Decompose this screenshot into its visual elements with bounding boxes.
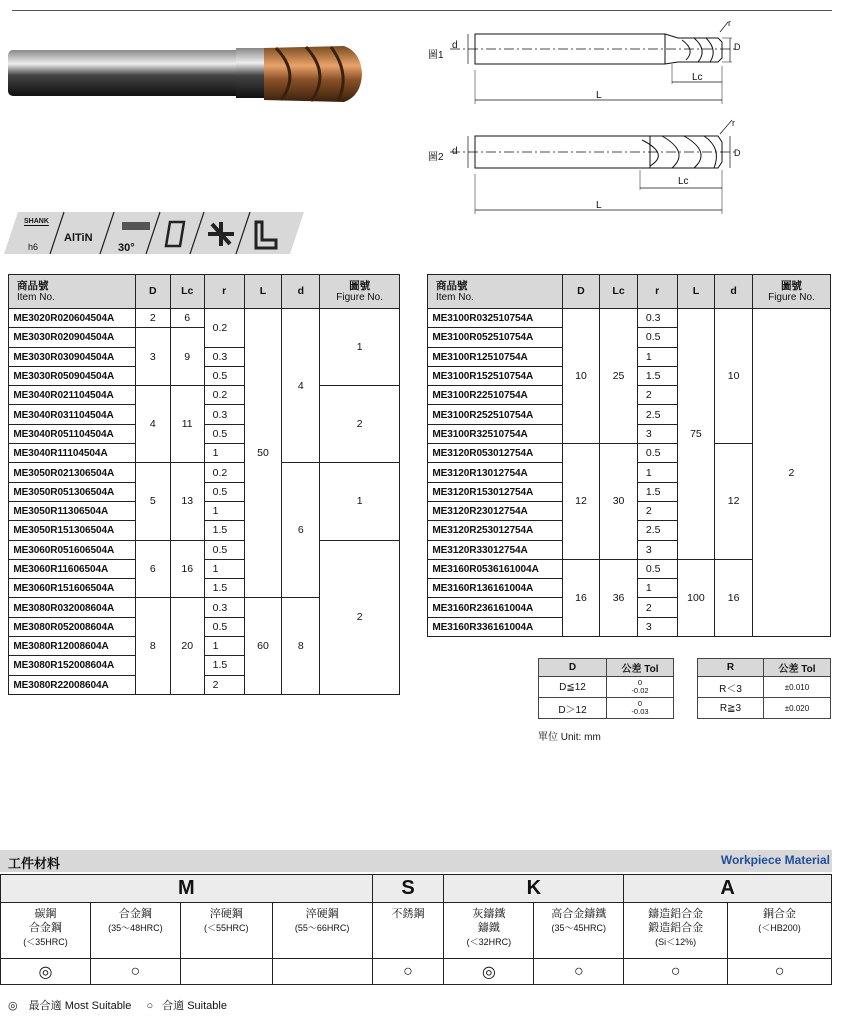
cell-d: 4 — [282, 309, 320, 463]
product-photo — [6, 34, 366, 114]
workpiece-title-zh: 工件材料 — [8, 856, 61, 871]
shank-label: SHANK — [24, 218, 49, 225]
header-d: d — [715, 275, 753, 309]
cell-r: 0.3 — [637, 309, 677, 328]
item-code: ME3100R052510754A — [428, 328, 557, 347]
header-item-no: 商品號 Item No. — [9, 275, 136, 309]
suitability-symbol: ○ — [90, 959, 180, 985]
cell-L: 75 — [677, 309, 715, 560]
item-code: ME3100R12510754A — [428, 347, 557, 366]
cell-r: 2.5 — [637, 405, 677, 424]
header-L: L — [244, 275, 282, 309]
suitability-symbol — [272, 959, 372, 985]
tol-r-value: ±0.020 — [764, 698, 831, 719]
tol-r-value: ±0.010 — [764, 677, 831, 698]
material-hardened-steel-66: 淬硬鋼 (55～66HRC) — [272, 903, 372, 959]
header-Lc: Lc — [170, 275, 204, 309]
figure-2-D-label: D — [734, 148, 741, 158]
cell-r: 1 — [204, 444, 244, 463]
group-S: S — [372, 875, 444, 903]
header-D: D — [135, 275, 170, 309]
item-code: ME3100R32510754A — [428, 424, 557, 443]
cell-D: 4 — [135, 386, 170, 463]
header-figure-no: 圖號 Figure No. — [752, 275, 830, 309]
cell-r: 2 — [204, 675, 244, 694]
cell-Lc: 30 — [600, 444, 638, 560]
item-code: ME3100R252510754A — [428, 405, 557, 424]
tol-d-tol-header: 公差 Tol — [607, 659, 674, 677]
helix-icon — [122, 222, 150, 230]
cell-D: 5 — [135, 463, 170, 540]
suitability-symbol: ◎ — [1, 959, 91, 985]
cell-r: 1.5 — [637, 482, 677, 501]
cell-D: 16 — [562, 559, 600, 636]
cell-r: 0.5 — [637, 559, 677, 578]
item-code: ME3040R11104504A — [9, 444, 131, 463]
cell-D: 12 — [562, 444, 600, 560]
item-code: ME3120R23012754A — [428, 501, 557, 520]
cell-D: 3 — [135, 328, 170, 386]
cell-r: 0.3 — [204, 347, 244, 366]
figure-1-L-label: L — [596, 90, 602, 101]
cell-r: 2 — [637, 501, 677, 520]
tol-r-cond: R＜3 — [698, 677, 764, 698]
material-carbon-steel: 碳鋼 合金鋼 (＜35HRC) — [1, 903, 91, 959]
cell-Lc: 6 — [170, 309, 204, 328]
cell-figure: 2 — [320, 540, 400, 694]
figure-2-label: 圖2 — [428, 152, 444, 163]
suitability-symbol: ○ — [728, 959, 832, 985]
cell-r: 1 — [204, 637, 244, 656]
item-code: ME3060R151606504A — [9, 579, 131, 598]
item-code: ME3160R0536161004A — [428, 559, 557, 578]
item-code: ME3120R253012754A — [428, 521, 557, 540]
suitability-symbol: ○ — [534, 959, 624, 985]
header-L: L — [677, 275, 715, 309]
cell-Lc: 36 — [600, 559, 638, 636]
shank-tolerance: h6 — [28, 242, 39, 252]
item-code: ME3080R052008604A — [9, 617, 131, 636]
tol-d-cond: D≦12 — [539, 677, 607, 698]
most-suitable-label: 最合適 Most Suitable — [28, 1000, 132, 1012]
cell-D: 6 — [135, 540, 170, 598]
header-item-no: 商品號 Item No. — [428, 275, 563, 309]
cell-r: 0.5 — [204, 424, 244, 443]
unit-note: 單位 Unit: mm — [538, 732, 601, 743]
item-code: ME3100R152510754A — [428, 366, 557, 385]
header-figure-no: 圖號 Figure No. — [320, 275, 400, 309]
cell-L: 100 — [677, 559, 715, 636]
cell-r: 3 — [637, 617, 677, 636]
item-code: ME3160R236161004A — [428, 598, 557, 617]
suitability-symbol — [180, 959, 272, 985]
material-hardened-steel-55: 淬硬鋼 (＜55HRC) — [180, 903, 272, 959]
material-gray-cast-iron: 灰鑄鐵 鑄鐵 (＜32HRC) — [444, 903, 534, 959]
cell-D: 8 — [135, 598, 170, 694]
suitable-icon: ○ — [146, 1000, 154, 1012]
tolerance-table-r — [697, 658, 831, 719]
tol-d-value: 0 -0.02 — [607, 677, 674, 698]
cell-d: 16 — [715, 559, 753, 636]
figure-1-r-label: r — [728, 18, 731, 28]
helix-angle-label: 30° — [118, 242, 135, 254]
cell-figure: 2 — [320, 386, 400, 463]
legend — [8, 997, 227, 1013]
item-code: ME3050R151306504A — [9, 521, 131, 540]
item-code: ME3100R22510754A — [428, 386, 557, 405]
figure-2-d-label: d — [452, 146, 458, 157]
header-Lc: Lc — [600, 275, 638, 309]
item-code: ME3160R136161004A — [428, 579, 557, 598]
cell-r: 1 — [204, 501, 244, 520]
material-alloy-steel: 合金鋼 (35～48HRC) — [90, 903, 180, 959]
item-code: ME3120R053012754A — [428, 444, 557, 463]
item-code: ME3060R051606504A — [9, 540, 131, 559]
cell-Lc: 11 — [170, 386, 204, 463]
figure-2-Lc-label: Lc — [678, 176, 689, 187]
cell-r: 1 — [204, 559, 244, 578]
item-code: ME3120R33012754A — [428, 540, 557, 559]
cell-Lc: 16 — [170, 540, 204, 598]
header-d: d — [282, 275, 320, 309]
cell-d: 6 — [282, 463, 320, 598]
item-code: ME3020R020604504A — [9, 309, 131, 328]
item-code: ME3040R051104504A — [9, 424, 131, 443]
header-rule — [12, 10, 832, 11]
cell-Lc: 9 — [170, 328, 204, 386]
material-high-alloy-cast-iron: 高合金鑄鐵 (35～45HRC) — [534, 903, 624, 959]
tol-d-header: D — [539, 659, 607, 677]
cell-d: 12 — [715, 444, 753, 560]
cell-r: 0.5 — [204, 482, 244, 501]
cell-r: 2.5 — [637, 521, 677, 540]
cell-Lc: 20 — [170, 598, 204, 694]
feature-icons — [4, 208, 304, 258]
item-code: ME3030R020904504A — [9, 328, 131, 347]
cell-Lc: 25 — [600, 309, 638, 444]
group-M: M — [1, 875, 373, 903]
cell-r: 3 — [637, 424, 677, 443]
suitability-symbol: ○ — [372, 959, 444, 985]
coating-label: AlTiN — [64, 232, 93, 244]
workpiece-title-en: Workpiece Material — [720, 853, 830, 867]
figure-1-D-label: D — [734, 42, 741, 52]
product-table-left — [8, 274, 400, 695]
item-code: ME3120R13012754A — [428, 463, 557, 482]
group-K: K — [444, 875, 624, 903]
item-code: ME3040R021104504A — [9, 386, 131, 405]
item-code: ME3050R021306504A — [9, 463, 131, 482]
suitability-symbol: ◎ — [444, 959, 534, 985]
cell-L: 50 — [244, 309, 282, 598]
cell-r: 0.2 — [204, 309, 244, 348]
cell-r: 0.2 — [204, 386, 244, 405]
cell-r: 0.3 — [204, 598, 244, 617]
cell-r: 0.5 — [204, 366, 244, 385]
cell-figure: 2 — [752, 309, 830, 637]
tol-d-value: 0 -0.03 — [607, 698, 674, 719]
cell-d: 10 — [715, 309, 753, 444]
workpiece-table — [0, 874, 832, 985]
group-A: A — [624, 875, 832, 903]
cell-D: 2 — [135, 309, 170, 328]
header-r: r — [637, 275, 677, 309]
cell-r: 0.5 — [204, 540, 244, 559]
item-code: ME3040R031104504A — [9, 405, 131, 424]
cell-r: 0.5 — [204, 617, 244, 636]
cell-r: 1.5 — [637, 366, 677, 385]
tolerance-table-d — [538, 658, 674, 719]
cell-Lc: 13 — [170, 463, 204, 540]
cell-r: 1 — [637, 347, 677, 366]
header-D: D — [562, 275, 600, 309]
cell-r: 0.2 — [204, 463, 244, 482]
tol-d-cond: D＞12 — [539, 698, 607, 719]
item-code: ME3050R11306504A — [9, 501, 131, 520]
suitable-label: 合適 Suitable — [162, 1000, 227, 1012]
item-code: ME3030R050904504A — [9, 366, 131, 385]
figure-1-d-label: d — [452, 40, 458, 51]
material-stainless: 不銹鋼 — [372, 903, 444, 959]
item-code: ME3060R11606504A — [9, 559, 131, 578]
item-code: ME3030R030904504A — [9, 347, 131, 366]
material-copper-alloy: 銅合金 (＜HB200) — [728, 903, 832, 959]
tol-r-cond: R≧3 — [698, 698, 764, 719]
tol-r-tol-header: 公差 Tol — [764, 659, 831, 677]
item-code: ME3050R051306504A — [9, 482, 131, 501]
cell-figure: 1 — [320, 309, 400, 386]
item-code: ME3080R12008604A — [9, 637, 131, 656]
item-code: ME3100R032510754A — [428, 309, 557, 328]
figure-1-Lc-label: Lc — [692, 72, 703, 83]
cell-r: 1.5 — [204, 656, 244, 675]
cell-D: 10 — [562, 309, 600, 444]
tol-r-header: R — [698, 659, 764, 677]
cell-L: 60 — [244, 598, 282, 694]
item-code: ME3120R153012754A — [428, 482, 557, 501]
header-r: r — [204, 275, 244, 309]
figure-1-label: 圖1 — [428, 50, 444, 61]
cell-r: 1.5 — [204, 521, 244, 540]
item-code: ME3080R22008604A — [9, 675, 131, 694]
suitability-symbol: ○ — [624, 959, 728, 985]
cell-r: 0.5 — [637, 328, 677, 347]
cell-figure: 1 — [320, 463, 400, 540]
cell-d: 8 — [282, 598, 320, 694]
item-code: ME3080R152008604A — [9, 656, 131, 675]
material-aluminum-alloy: 鑄造鋁合金 鍛造鋁合金 (Si＜12%) — [624, 903, 728, 959]
cell-r: 1 — [637, 463, 677, 482]
cell-r: 3 — [637, 540, 677, 559]
item-code: ME3080R032008604A — [9, 598, 131, 617]
cell-r: 1.5 — [204, 579, 244, 598]
cell-r: 2 — [637, 386, 677, 405]
product-table-right — [427, 274, 831, 637]
cell-r: 1 — [637, 579, 677, 598]
cell-r: 2 — [637, 598, 677, 617]
cell-r: 0.5 — [637, 444, 677, 463]
item-code: ME3160R336161004A — [428, 617, 557, 636]
figure-2-L-label: L — [596, 200, 602, 211]
most-suitable-icon: ◎ — [8, 1000, 18, 1012]
workpiece-title-bar — [0, 850, 832, 872]
cell-r: 0.3 — [204, 405, 244, 424]
figure-2-r-label: r — [732, 118, 735, 128]
